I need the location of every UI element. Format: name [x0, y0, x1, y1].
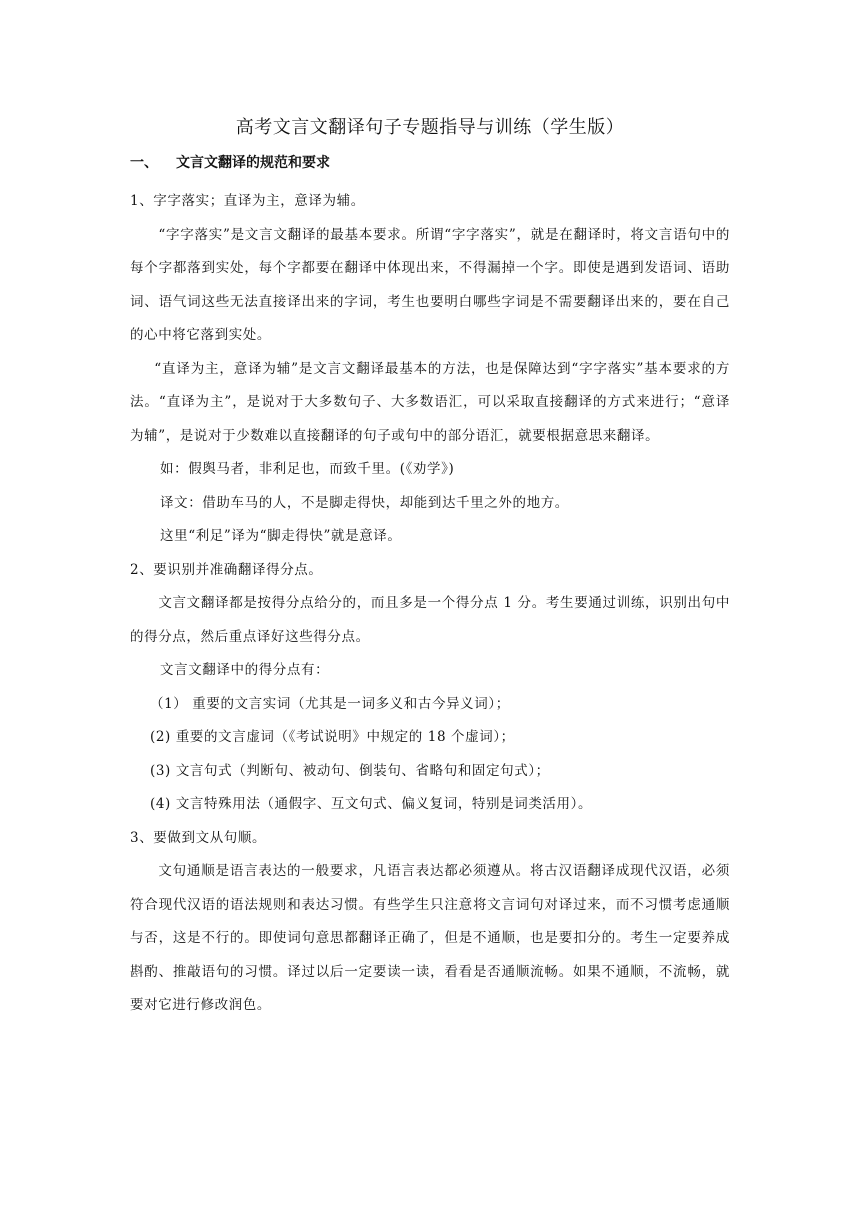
scoring-points-intro: 文言文翻译中的得分点有： — [160, 662, 330, 678]
paragraph-scoring-points: 文言文翻译都是按得分点给分的，而且多是一个得分点 1 分。考生要通过训练，识别出句中的得分点，然后重点译好这些得分点。 — [130, 595, 730, 645]
list-item: (4) 文言特殊用法（通假字、互文句式、偏义复词，特别是词类活用）。 — [150, 796, 593, 812]
paragraph-literal-translation: “字字落实”是文言文翻译的最基本要求。所谓“字字落实”，就是在翻译时，将文言语句中的每个字都落到实处，每个字都要在翻译中体现出来，不得漏掉一个字。即使是遇到发语词、语助词、语气词这些无法直接译出来的字词，考生也要明白哪些字词是不需要翻译出来的，要在自己的心中将它落到实处。 — [130, 226, 730, 343]
example-translation: 译文：借助车马的人，不是脚走得快，却能到达千里之外的地方。 — [160, 494, 569, 511]
example-sentence: 如：假舆马者，非利足也，而致千里。(《劝学》) — [160, 461, 455, 477]
paragraph-fluency: 文句通顺是语言表达的一般要求，凡语言表达都必须遵从。将古汉语翻译成现代汉语，必须符合现代汉语的语法规则和表达习惯。有些学生只注意将文言词句对译过来，而不习惯考虑通顺与否，这是不行的。即使词句意思都翻译正确了，但是不通顺，也是要扣分的。考生一定要养成斟酌、推敲语句的习惯。译过以后一定要读一读，看看是否通顺流畅。如果不通顺，不流畅，就要对它进行修改润色。 — [130, 863, 730, 1013]
paragraph-direct-translation: “直译为主，意译为辅”是文言文翻译最基本的方法，也是保障达到“字字落实”基本要求的方法。“直译为主”，是说对于大多数句子、大多数语汇，可以采取直接翻译的方式来进行；“意译为辅”，是说对于少数难以直接翻译的句子或句中的部分语汇，就要根据意思来翻译。 — [130, 360, 730, 444]
example-note: 这里“利足”译为“脚走得快”就是意译。 — [160, 528, 402, 544]
section-label: 文言文翻译的规范和要求 — [176, 155, 330, 171]
point-2-heading: 2、要识别并准确翻译得分点。 — [130, 561, 323, 578]
section-number: 一、 — [130, 155, 158, 171]
list-item: (2) 重要的文言虚词（《考试说明》中规定的 18 个虚词）； — [150, 729, 515, 745]
list-item: （1） 重要的文言实词（尤其是一词多义和古今异义词）； — [150, 695, 510, 712]
list-item: (3) 文言句式（判断句、被动句、倒装句、省略句和固定句式）； — [150, 762, 550, 779]
document-title: 高考文言文翻译句子专题指导与训练（学生版） — [235, 117, 625, 138]
document-body — [130, 113, 730, 1023]
point-1-heading: 1、字字落实；直译为主，意译为辅。 — [130, 193, 365, 209]
point-3-heading: 3、要做到文从句顺。 — [130, 829, 267, 846]
section-heading — [130, 153, 730, 173]
